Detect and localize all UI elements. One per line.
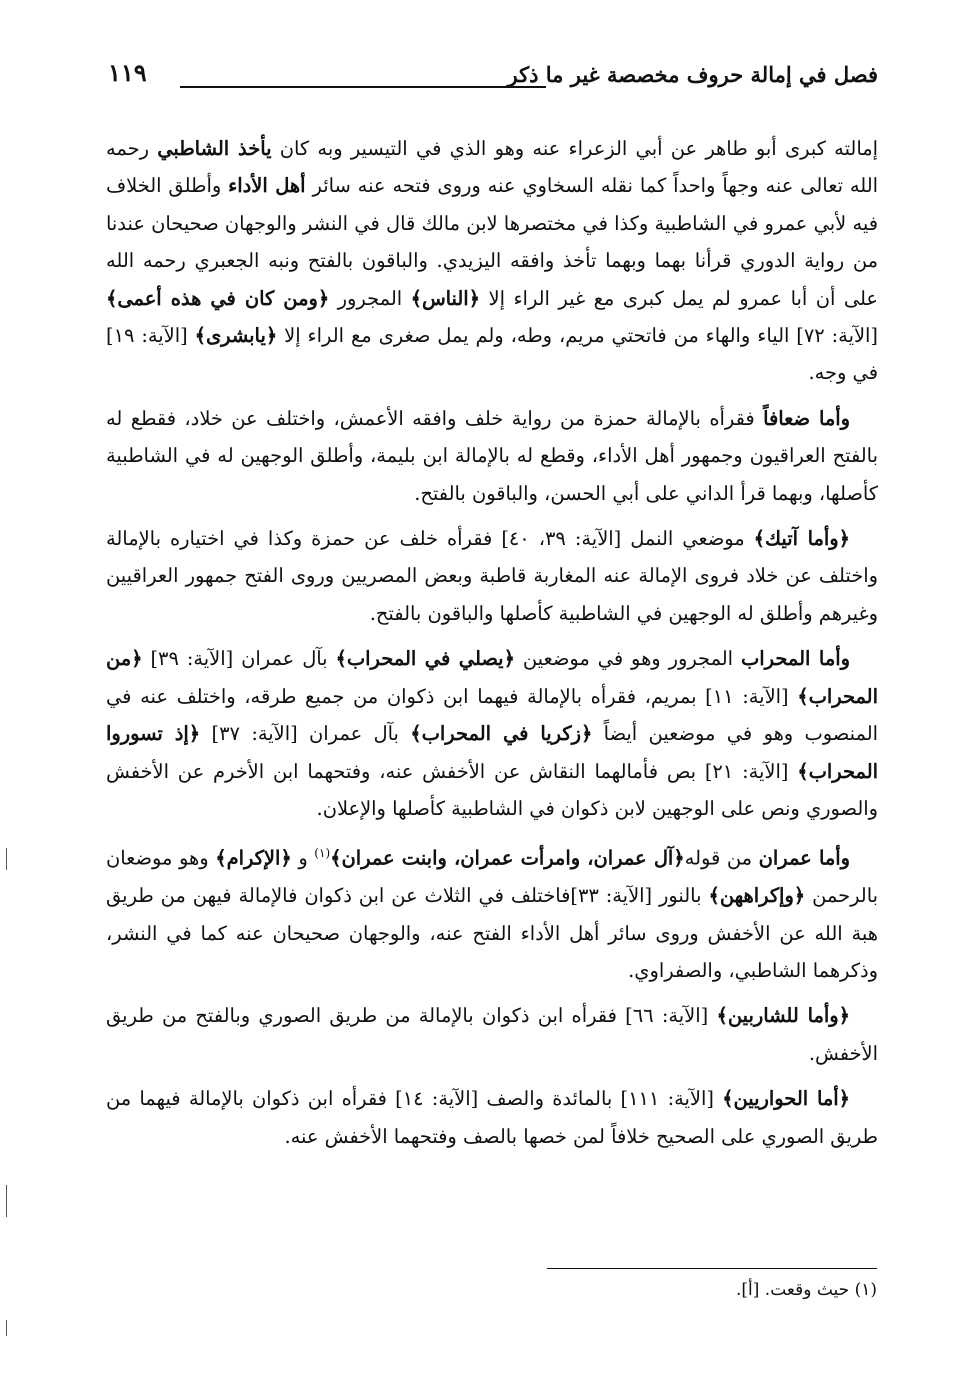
text-run: رحمه الله تعالى عنه وجهاً واحداً كما نقله السخاوي عنه وروى فتحه عنه سائر [106, 137, 879, 198]
header-rule [180, 86, 546, 88]
paragraph [106, 1080, 878, 1155]
footnote-ref: (١) [314, 846, 331, 861]
running-header [108, 58, 878, 98]
bold-text: ﴿يصلي في المحراب﴾ [335, 647, 515, 671]
text-run: بآل عمران [الآية: ٣٩] [142, 647, 336, 671]
bold-text: ﴿وإكراههن﴾ [708, 884, 806, 908]
text-run: [الآية: ٧٢] الياء والهاء من فاتحتي مريم، وطه، ولم يمل صغرى مع الراء إلا [277, 324, 878, 348]
bold-text: ﴿وأما للشاربين﴾ [716, 1004, 851, 1028]
text-run: و [291, 846, 315, 870]
paragraph [106, 400, 878, 512]
text-run: وأطلق الخلاف فيه لأبي عمرو في الشاطبية وكذا في مختصرها لابن مالك قال في النشر والوجهان صحيحان عندنا من رواية الدوري قرأنا بهما وبهما تأخذ وافقه اليزيدي. والباقون بالفتح ونبه الجعبري رحمه الله على أن أبا عمرو لم يمل كبرى مع غير الراء إلا [106, 174, 878, 310]
bold-text: ﴿آل عمران، وامرأت عمران، وابنت عمران﴾ [330, 846, 685, 870]
paragraph [106, 997, 878, 1072]
text-run: بالنور [الآية: ٣٣]فاختلف في الثلاث عن ابن ذكوان فالإمالة فيهن من طريق هبة الله عن الأخفش وروى سائر أهل الأداء الفتح عنه، والوجهان صحيحان عنه كما في النشر، وذكرهما الشاطبي، والصفراوي. [106, 884, 878, 982]
bold-text: ﴿ومن كان في هذه أعمى﴾ [106, 286, 330, 310]
bold-text: ﴿أما الحواريين﴾ [722, 1087, 851, 1111]
text-run: بآل عمران [الآية: ٣٧] [200, 722, 411, 746]
bold-text: ﴿من المحراب﴾ [106, 647, 878, 708]
text-run: المجرور وهو في موضعين [514, 647, 742, 671]
bold-text: ﴿الإكرام﴾ [215, 846, 292, 870]
bold-text: وأما المحراب [741, 647, 850, 671]
text-run: المجرور [329, 286, 411, 310]
text-run: [الآية: ١١١] بالمائدة والصف [الآية: ١٤] فقرأه ابن ذكوان بالإمالة فيهما من طريق الصوري على الصحيح خلافاً لمن خصها بالصف وفتحهما الأخفش عنه. [106, 1087, 878, 1148]
bold-text: ﴿إذ تسوروا المحراب﴾ [106, 722, 878, 783]
text-run: إمالته كبرى أبو طاهر عن أبي الزعراء عنه وهو الذي في التيسير وبه كان [271, 137, 879, 160]
bold-text: ﴿وأما آتيك﴾ [753, 527, 851, 551]
scan-margin-mark [6, 848, 7, 870]
bold-text: ﴿يابشرى﴾ [194, 324, 278, 348]
scan-margin-mark [6, 1185, 7, 1217]
bold-text: ﴿الناس﴾ [410, 286, 481, 310]
paragraph [106, 640, 878, 827]
page-body [106, 130, 878, 1163]
header-title: فصل في إمالة حروف مخصصة غير ما ذكر [507, 62, 878, 87]
text-run: موضعي النمل [الآية: ٣٩، ٤٠] فقرأه خلف عن حمزة وكذا في اختياره بالإمالة واختلف عن خلاد فروى الإمالة عنه المغاربة قاطبة وبعض المصريين وروى الفتح جمهور العراقيين وغيرهم وأطلق له الوجهين في الشاطبية كأصلها والباقون بالفتح. [106, 527, 878, 625]
bold-text: يأخذ الشاطبي [157, 137, 272, 160]
bold-text: وأما ضعافاً [763, 406, 851, 430]
text-run: [الآية: ١٩] في وجه. [106, 324, 878, 385]
text-run: من قوله [684, 846, 759, 870]
paragraph [106, 835, 878, 989]
footnote-rule [547, 1268, 877, 1269]
footnote: (١) حيث وقعت. [أ]. [736, 1280, 877, 1300]
page-number: ١١٩ [108, 58, 147, 87]
text-run: [الآية: ٢١] بص فأمالهما النقاش عن الأخفش عنه، وفتحهما ابن الأخرم عن الأخفش والصوري ونص على الوجهين لابن ذكوان في الشاطبية كأصلها والإعلان. [106, 759, 878, 820]
bold-text: ﴿زكريا في المحراب﴾ [410, 722, 593, 746]
text-run: وهو موضعان بالرحمن [106, 846, 878, 908]
paragraph [106, 130, 878, 392]
text-run: [الآية: ١١] بمريم، فقرأه بالإمالة فيهما ابن ذكوان من جميع طرقه، واختلف عنه في المنصوب وهو في موضعين أيضاً [106, 684, 878, 746]
paragraph [106, 520, 878, 632]
bold-text: وأما عمران [758, 846, 850, 870]
text-run: [الآية: ٦٦] فقرأه ابن ذكوان بالإمالة من طريق الصوري وبالفتح من طريق الأخفش. [106, 1004, 878, 1065]
bold-text: أهل الأداء [228, 174, 306, 198]
text-run: فقرأه بالإمالة حمزة من رواية خلف وافقه الأعمش، واختلف عن خلاد، فقطع له بالفتح العراقيون وجمهور أهل الأداء، وقطع له بالإمالة ابن بليمة، وأطلق الوجهين له في الشاطبية كأصلها، وبهما قرأ الداني على أبي الحسن، والباقون بالفتح. [106, 406, 878, 505]
scan-margin-mark [6, 1320, 7, 1336]
